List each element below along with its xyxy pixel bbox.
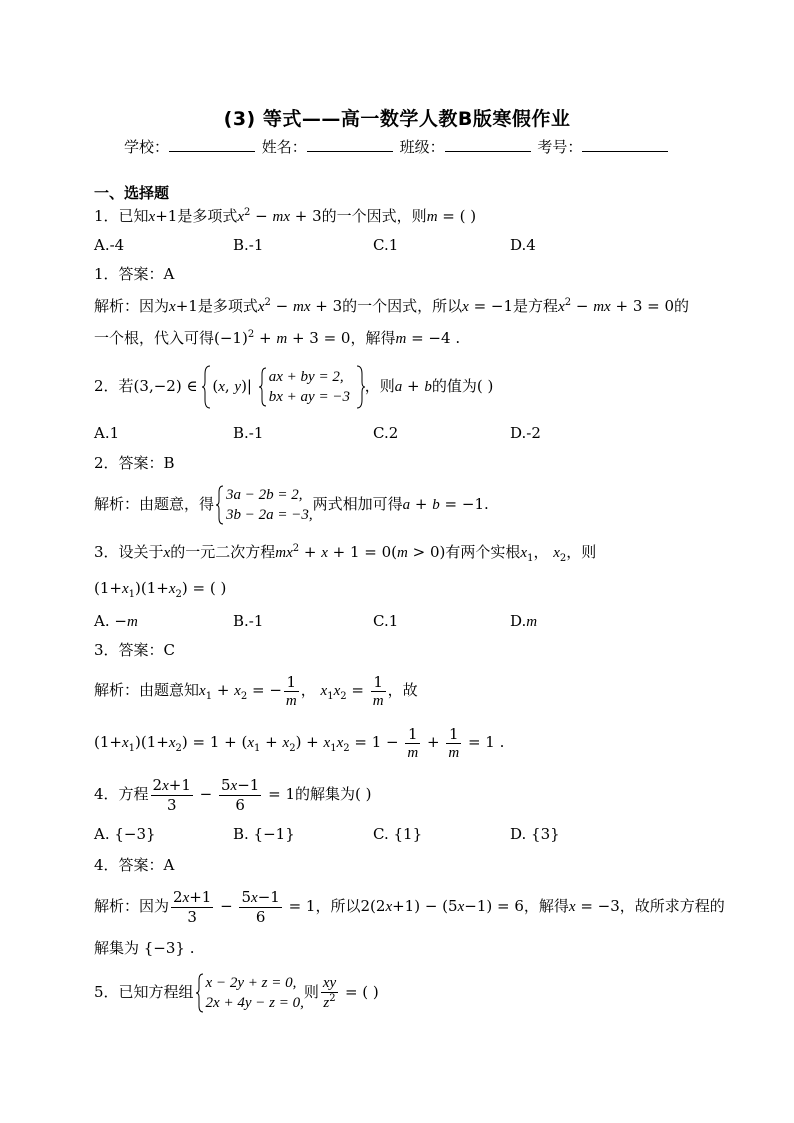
q1-option-b[interactable]: B.-1	[233, 236, 264, 254]
q3-option-d[interactable]: D.m	[510, 612, 538, 630]
q1-option-a[interactable]: A.-4	[94, 236, 125, 254]
class-label: 班级：	[399, 138, 445, 156]
q3-option-c[interactable]: C.1	[373, 612, 399, 630]
question-4: 4．方程 $\frac{2x+1}{3}$ − $\frac{5x-1}{6}$ = 1的解集为( )	[94, 776, 372, 814]
section-heading: 一、选择题	[94, 184, 170, 202]
page-title: (3) 等式——高一数学人教B版寒假作业	[223, 108, 571, 130]
q2-option-c[interactable]: C.2	[373, 424, 399, 442]
q3-explanation-line-2: $(1+x_1)(1+x_2) = 1 + (x_1 + x_2) + x_1x_2 = 1$ − $\frac{1}{m}$ + $\frac{1}{m}$ = 1 .	[94, 724, 505, 761]
exam-no-label: 考号：	[537, 138, 583, 156]
q3-explanation-line-1: 解析：由题意知$x_1 + x_2$ = − $\frac{1}{m}$ ， $x_1x_2$ = $\frac{1}{m}$ ，故	[94, 672, 418, 709]
q3-option-a[interactable]: A. −m	[94, 612, 138, 630]
q2-equation-system: ax + by = 2, bx + ay = −3	[259, 367, 350, 407]
question-2: 2．若(3,−2) ∈ (x, y)| ax + by = 2, bx + ay = −3 ，则a + b的值为( )	[94, 364, 493, 408]
q1-option-d[interactable]: D.4	[510, 236, 536, 254]
exam-no-blank[interactable]	[582, 136, 668, 152]
q2-set-brace-right	[355, 364, 365, 410]
school-label: 学校：	[124, 138, 170, 156]
q1-explanation-line-1: 解析：因为x+1是多项式$x^2$ − mx + 3的一个因式，所以x = −1是方程$x^2$ − mx + 3 = 0的	[94, 297, 690, 315]
question-3-line-2: $(1+x_1)(1+x_2)$ = ( )	[94, 579, 227, 600]
q1-text: 1．已知	[94, 207, 149, 225]
name-label: 姓名：	[261, 138, 307, 156]
student-info-line	[124, 136, 670, 157]
q2-option-b[interactable]: B.-1	[233, 424, 264, 442]
q2-answer: 2．答案：B	[94, 454, 175, 472]
school-blank[interactable]	[169, 136, 255, 152]
q2-option-d[interactable]: D.-2	[510, 424, 541, 442]
q4-option-d[interactable]: D. {3}	[510, 825, 560, 843]
name-blank[interactable]	[307, 136, 393, 152]
q4-option-a[interactable]: A. {−3}	[94, 825, 156, 843]
question-3-line-1: 3．设关于x的一元二次方程$mx^2 + x + 1 = 0(m > 0)$有两个实根$x_1$， $x_2$，则	[94, 543, 597, 564]
class-blank[interactable]	[445, 136, 531, 152]
q2-explanation: 解析：由题意，得 3a − 2b = 2, 3b − 2a = −3, 两式相加可得a + b = −1.	[94, 487, 489, 523]
q4-answer: 4．答案：A	[94, 856, 175, 874]
q2-option-a[interactable]: A.1	[94, 424, 120, 442]
q4-explanation-line-2: 解集为 {−3} .	[94, 939, 195, 957]
question-5: 5．已知方程组 x − 2y + z = 0, 2x + 4y − z = 0, 则 $\frac{xy}{z^2}$ = ( )	[94, 975, 379, 1011]
q1-option-c[interactable]: C.1	[373, 236, 399, 254]
q3-option-b[interactable]: B.-1	[233, 612, 264, 630]
q1-math-factor: x	[148, 209, 156, 225]
q3-answer: 3．答案：C	[94, 641, 176, 659]
q4-option-c[interactable]: C. {1}	[373, 825, 423, 843]
q4-explanation-line-1: 解析：因为 $\frac{2x+1}{3}$ − $\frac{5x-1}{6}$ = 1，所以2(2x+1) − (5x−1) = 6，解得x = −3，故所求方程的	[94, 888, 725, 926]
q1-explanation-line-2: 一个根，代入可得$(-1)^2 + m + 3 = 0$，解得m = −4 .	[94, 329, 461, 347]
question-1: 1．已知x+1是多项式$x^2$ − mx + 3的一个因式，则m = ( )	[94, 207, 477, 225]
q2-set-brace-left	[202, 364, 212, 410]
q1-answer: 1．答案：A	[94, 265, 175, 283]
q4-option-b[interactable]: B. {−1}	[233, 825, 295, 843]
